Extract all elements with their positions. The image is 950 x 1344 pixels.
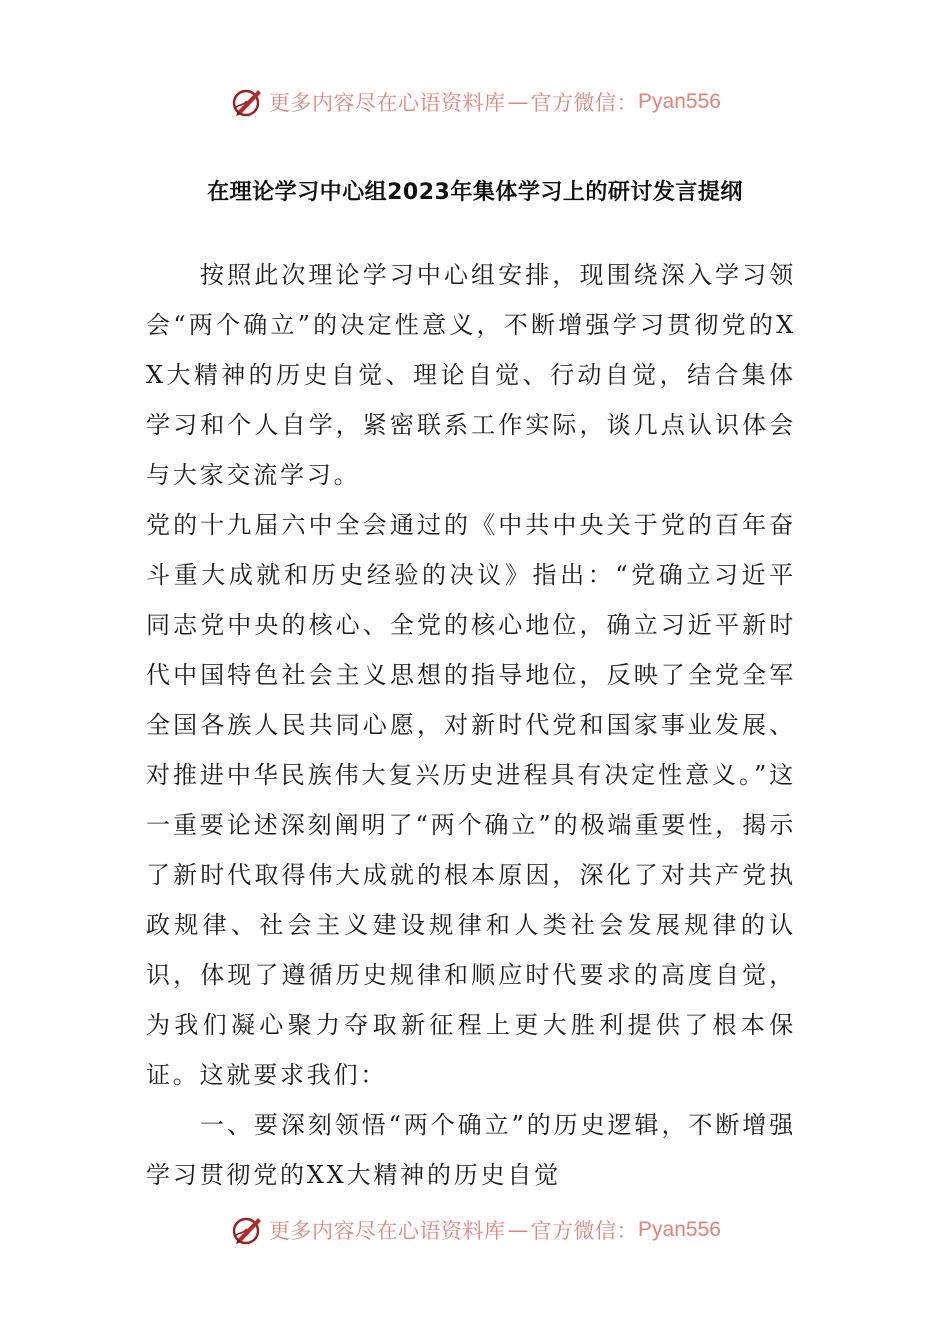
document-title: 在理论学习中心组2023年集体学习上的研讨发言提纲 — [207, 180, 743, 205]
paragraph-section-one: 一、要深刻领悟“两个确立”的历史逻辑，不断增强学习贯彻党的XX大精神的历史自觉 — [146, 1111, 796, 1189]
wechat-label: 官方微信： — [530, 91, 639, 115]
banner-separator: — — [507, 1218, 529, 1242]
banner-text: 更多内容尽在心语资料库 — [269, 1219, 506, 1243]
banner-separator: — — [507, 90, 529, 114]
wechat-label: 官方微信： — [530, 1219, 639, 1243]
pen-in-circle-icon — [229, 1212, 265, 1248]
wechat-id: Pyan556 — [638, 1218, 721, 1241]
paragraph-intro: 按照此次理论学习中心组安排，现围绕深入学习领会“两个确立”的决定性意义，不断增强学习贯彻党的XX大精神的历史自觉、理论自觉、行动自觉，结合集体学习和个人自学，紧密联系工作实际，谈几点认识体会与大家交流学习。 — [146, 261, 796, 489]
paragraph-resolution: 党的十九届六中全会通过的《中共中央关于党的百年奋斗重大成就和历史经验的决议》指出：“党确立习近平同志党中央的核心、全党的核心地位，确立习近平新时代中国特色社会主义思想的指导地位，反映了全党全军全国各族人民共同心愿，对新时代党和国家事业发展、对推进中华民族伟大复兴历史进程具有决定性意义。”这一重要论述深刻阐明了“两个确立”的极端重要性，揭示了新时代取得伟大成就的根本原因，深化了对共产党执政规律、社会主义建设规律和人类社会发展规律的认识，体现了遵循历史规律和顺应时代要求的高度自觉，为我们凝心聚力夺取新征程上更大胜利提供了根本保证。这就要求我们： — [146, 511, 796, 1089]
wechat-id: Pyan556 — [638, 90, 721, 113]
footer-banner — [0, 1208, 950, 1252]
header-banner — [0, 80, 950, 124]
document-body — [146, 250, 796, 1200]
pen-in-circle-icon — [229, 84, 265, 120]
banner-text: 更多内容尽在心语资料库 — [269, 91, 506, 115]
